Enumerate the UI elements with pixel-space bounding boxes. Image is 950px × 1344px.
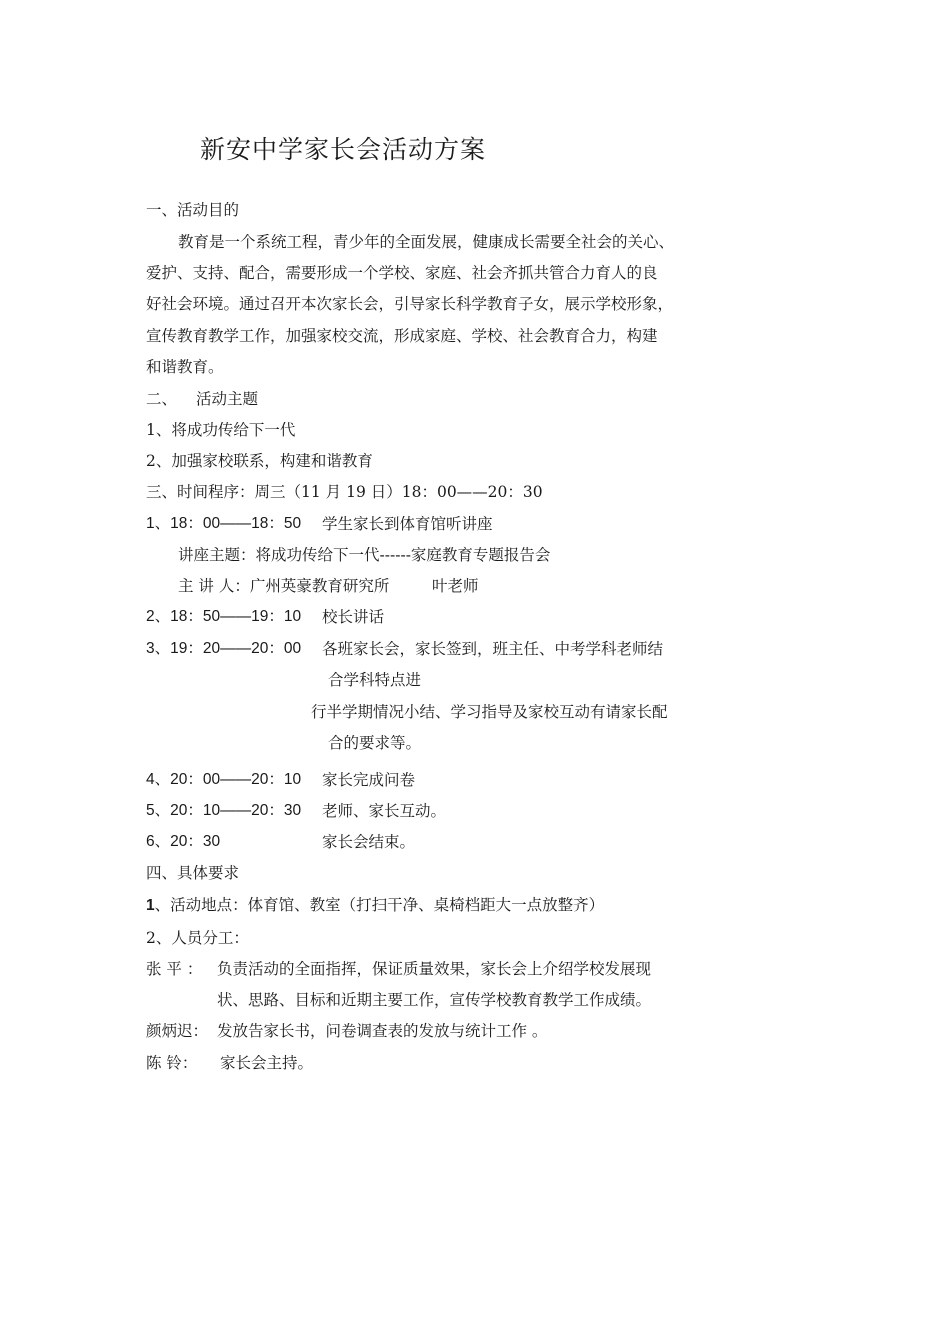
schedule-time: 1、18：00——18：50: [146, 515, 302, 532]
staff-duty: 负责活动的全面指挥，保证质量效果，家长会上介绍学校发展现: [217, 960, 652, 978]
staff-duty: 家长会主持。: [220, 1054, 314, 1072]
schedule-text: 学生家长到体育馆听讲座: [322, 515, 493, 533]
schedule-text: 各班家长会，家长签到，班主任、中考学科老师结: [322, 640, 664, 658]
schedule-time: 6、20：30: [146, 833, 221, 850]
schedule-text: 老师、家长互动。: [322, 802, 447, 820]
requirement-text: 、活动地点：体育馆、教室（打扫干净、桌椅档距大一点放整齐）: [154, 896, 605, 914]
lecture-topic: 讲座主题：将成功传给下一代------家庭教育专题报告会: [178, 546, 551, 564]
schedule-text: 校长讲话: [322, 608, 385, 626]
lecture-speaker-name: 叶老师: [432, 577, 479, 595]
paragraph-line: 好社会环境。通过召开本次家长会，引导家长科学教育子女，展示学校形象，: [146, 295, 674, 313]
requirement-number: 1: [146, 897, 155, 914]
schedule-time: 5、20：10——20：30: [146, 802, 302, 819]
staff-duty: 状、思路、目标和近期主要工作，宣传学校教育教学工作成绩。: [217, 991, 652, 1009]
schedule-text: 家长完成问卷: [322, 771, 416, 789]
schedule-time: 3、19：20——20：00: [146, 640, 302, 657]
section-heading-purpose: 一、活动目的: [146, 201, 240, 219]
paragraph-line: 和谐教育。: [146, 358, 224, 376]
schedule-time: 4、20：00——20：10: [146, 771, 302, 788]
requirement-item: 2、人员分工：: [146, 929, 249, 947]
requirement-item: [146, 895, 604, 916]
staff-name: 陈 铃：: [146, 1054, 198, 1072]
theme-item: 1、将成功传给下一代: [146, 421, 296, 439]
schedule-time: 2、18：50——19：10: [146, 608, 302, 625]
paragraph-line: 教育是一个系统工程，青少年的全面发展，健康成长需要全社会的关心、: [178, 233, 675, 251]
schedule-text: 行半学期情况小结、学习指导及家校互动有请家长配: [311, 703, 668, 721]
section-heading-schedule: 三、时间程序：周三（11 月 19 日）18：00——20：30: [146, 483, 543, 501]
section-heading-theme: 活动主题: [196, 390, 259, 408]
staff-name: 颜炳迟：: [146, 1022, 209, 1040]
paragraph-line: 宣传教育教学工作，加强家校交流，形成家庭、学校、社会教育合力，构建: [146, 327, 658, 345]
staff-duty: 发放告家长书，问卷调查表的发放与统计工作 。: [217, 1022, 548, 1040]
schedule-text: 合的要求等。: [328, 734, 422, 752]
paragraph-line: 爱护、支持、配合，需要形成一个学校、家庭、社会齐抓共管合力育人的良: [146, 264, 658, 282]
document-title: 新安中学家长会活动方案: [200, 135, 487, 164]
schedule-text: 合学科特点进: [328, 671, 422, 689]
section-heading-requirements: 四、具体要求: [146, 864, 240, 882]
schedule-text: 家长会结束。: [322, 833, 416, 851]
staff-name: 张 平 ：: [146, 960, 203, 978]
lecture-speaker: 主 讲 人：广州英豪教育研究所: [178, 577, 390, 595]
section-heading-number: 二、: [146, 390, 178, 408]
theme-item: 2、加强家校联系，构建和谐教育: [146, 452, 373, 470]
